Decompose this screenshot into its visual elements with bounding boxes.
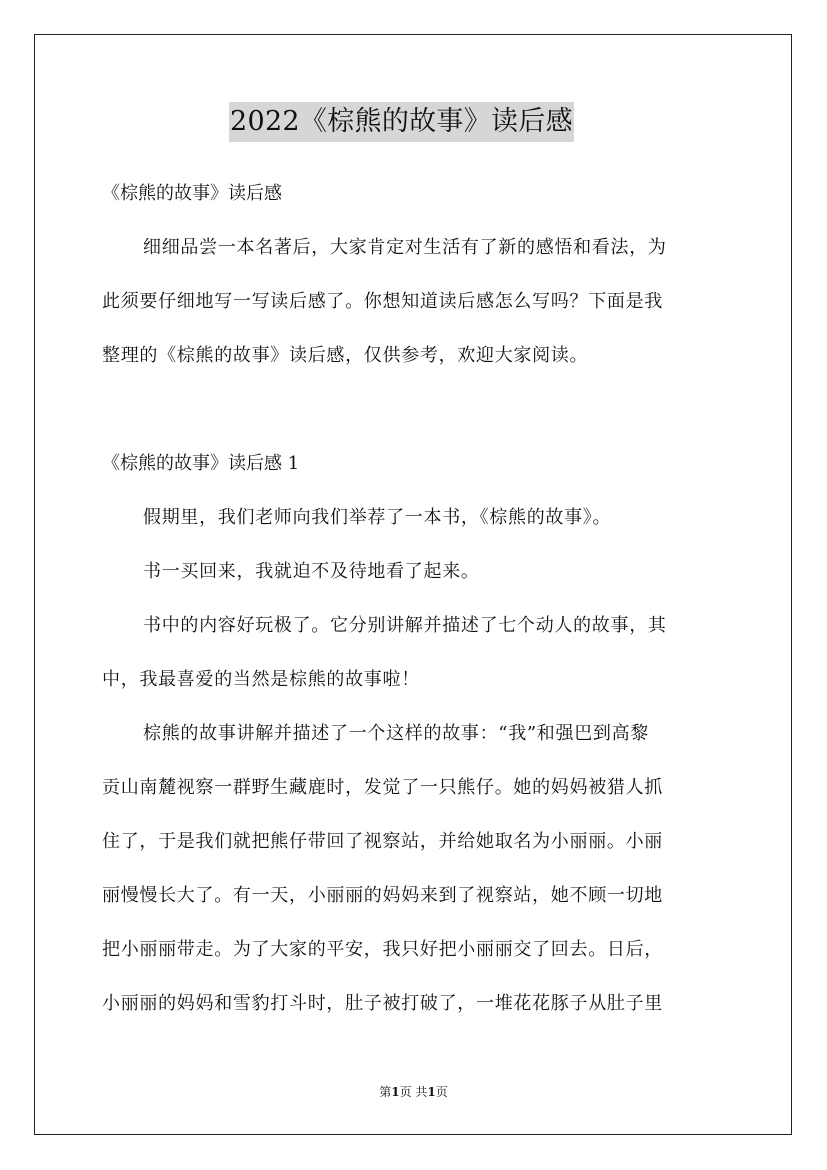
body-line: 贡山南麓视察一群野生藏鹿时，发觉了一只熊仔。她的妈妈被猎人抓 [102, 777, 663, 798]
article-subtitle: 《棕熊的故事》读后感 [102, 183, 282, 204]
document-title: 2022《棕熊的故事》读后感 [229, 102, 574, 142]
intro-line: 此须要仔细地写一写读后感了。你想知道读后感怎么写吗？下面是我 [102, 291, 663, 312]
intro-line: 细细品尝一本名著后，大家肯定对生活有了新的感悟和看法，为 [143, 237, 667, 258]
page-footer [0, 1084, 827, 1100]
body-line: 小丽丽的妈妈和雪豹打斗时，肚子被打破了，一堆花花豚子从肚子里 [102, 993, 663, 1014]
body-line: 住了，于是我们就把熊仔带回了视察站，并给她取名为小丽丽。小丽 [102, 831, 663, 852]
body-line: 棕熊的故事讲解并描述了一个这样的故事：“我”和强巴到高黎 [143, 723, 650, 744]
footer-page-mid: 页 共 [399, 1085, 428, 1099]
body-line: 书中的内容好玩极了。它分别讲解并描述了七个动人的故事，其 [143, 615, 667, 636]
body-line: 丽慢慢长大了。有一天，小丽丽的妈妈来到了视察站，她不顾一切地 [102, 885, 663, 906]
section-heading: 《棕熊的故事》读后感 1 [102, 453, 300, 474]
body-line: 书一买回来，我就迫不及待地看了起来。 [143, 561, 480, 582]
footer-page-suffix: 页 [435, 1085, 448, 1099]
footer-total-pages: 1 [427, 1085, 436, 1099]
footer-page-number: 1 [391, 1085, 400, 1099]
footer-page-prefix: 第 [379, 1085, 392, 1099]
body-line: 假期里，我们老师向我们举荐了一本书，《棕熊的故事》。 [143, 507, 612, 528]
body-line: 把小丽丽带走。为了大家的平安，我只好把小丽丽交了回去。日后， [102, 939, 663, 960]
intro-line: 整理的《棕熊的故事》读后感，仅供参考，欢迎大家阅读。 [102, 345, 589, 366]
body-line: 中，我最喜爱的当然是棕熊的故事啦！ [102, 669, 420, 690]
